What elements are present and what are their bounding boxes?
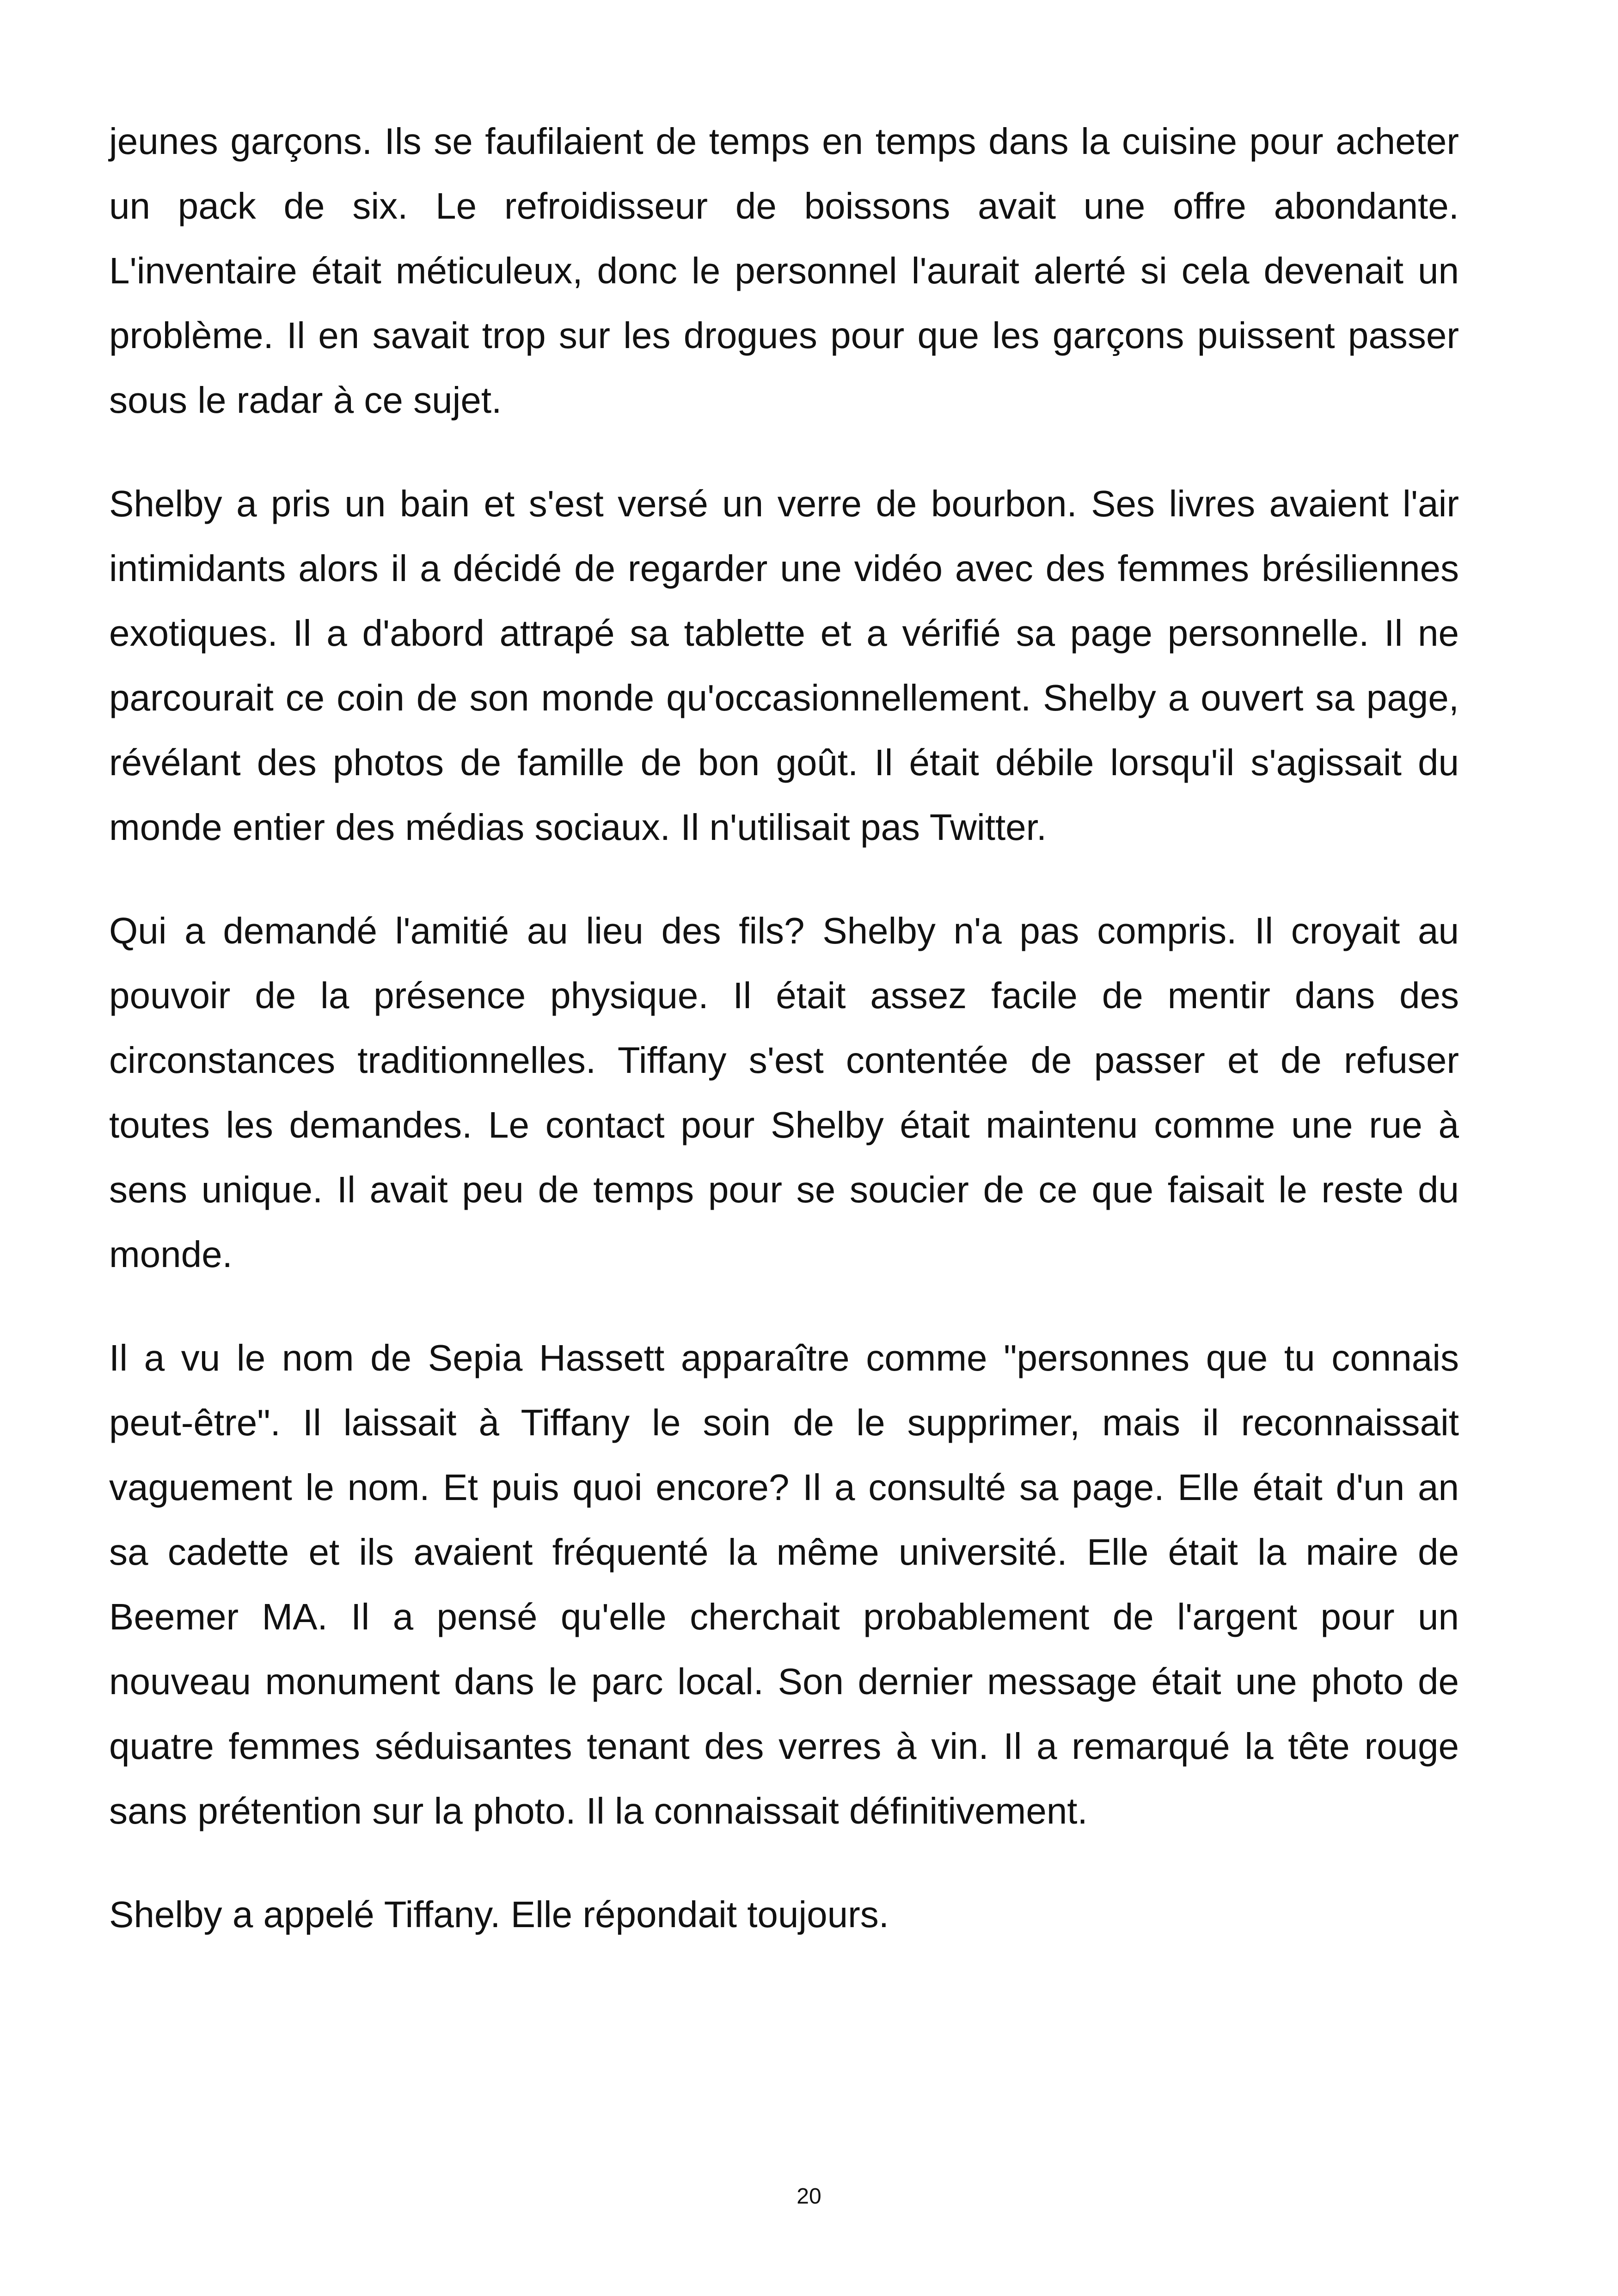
page-number: 20 — [797, 2184, 821, 2209]
paragraph: Il a vu le nom de Sepia Hassett apparaître comme "personnes que tu connais peut-être". Il laissait à Tiffany le soin de le supprimer, mais il reconnaissait vaguement le nom. Et puis quoi encore? Il a consulté sa page. Elle était d'un an sa cadette et ils avaient fréquenté la même université. Elle était la maire de Beemer MA. Il a pensé qu'elle cherchait probablement de l'argent pour un nouveau monument dans le parc local. Son dernier message était une photo de quatre femmes séduisantes tenant des verres à vin. Il a remarqué la tête rouge sans prétention sur la photo. Il la connaissait définitivement. — [109, 1337, 1459, 1831]
paragraph: jeunes garçons. Ils se faufilaient de temps en temps dans la cuisine pour acheter un pack de six. Le refroidisseur de boissons avait une offre abondante. L'inventaire était méticuleux, donc le personnel l'aurait alerté si cela devenait un problème. Il en savait trop sur les drogues pour que les garçons puissent passer sous le radar à ce sujet. — [109, 121, 1459, 421]
paragraph: Shelby a appelé Tiffany. Elle répondait toujours. — [109, 1894, 889, 1935]
paragraph: Shelby a pris un bain et s'est versé un verre de bourbon. Ses livres avaient l'air intimidants alors il a décidé de regarder une vidéo avec des femmes brésiliennes exotiques. Il a d'abord attrapé sa tablette et a vérifié sa page personnelle. Il ne parcourait ce coin de son monde qu'occasionnellement. Shelby a ouvert sa page, révélant des photos de famille de bon goût. Il était débile lorsqu'il s'agissait du monde entier des médias sociaux. Il n'utilisait pas Twitter. — [109, 483, 1459, 848]
paragraph: Qui a demandé l'amitié au lieu des fils? Shelby n'a pas compris. Il croyait au pouvoir de la présence physique. Il était assez facile de mentir dans des circonstances traditionnelles. Tiffany s'est contentée de passer et de refuser toutes les demandes. Le contact pour Shelby était maintenu comme une rue à sens unique. Il avait peu de temps pour se soucier de ce que faisait le reste du monde. — [109, 910, 1459, 1275]
body-text — [109, 109, 1459, 1986]
